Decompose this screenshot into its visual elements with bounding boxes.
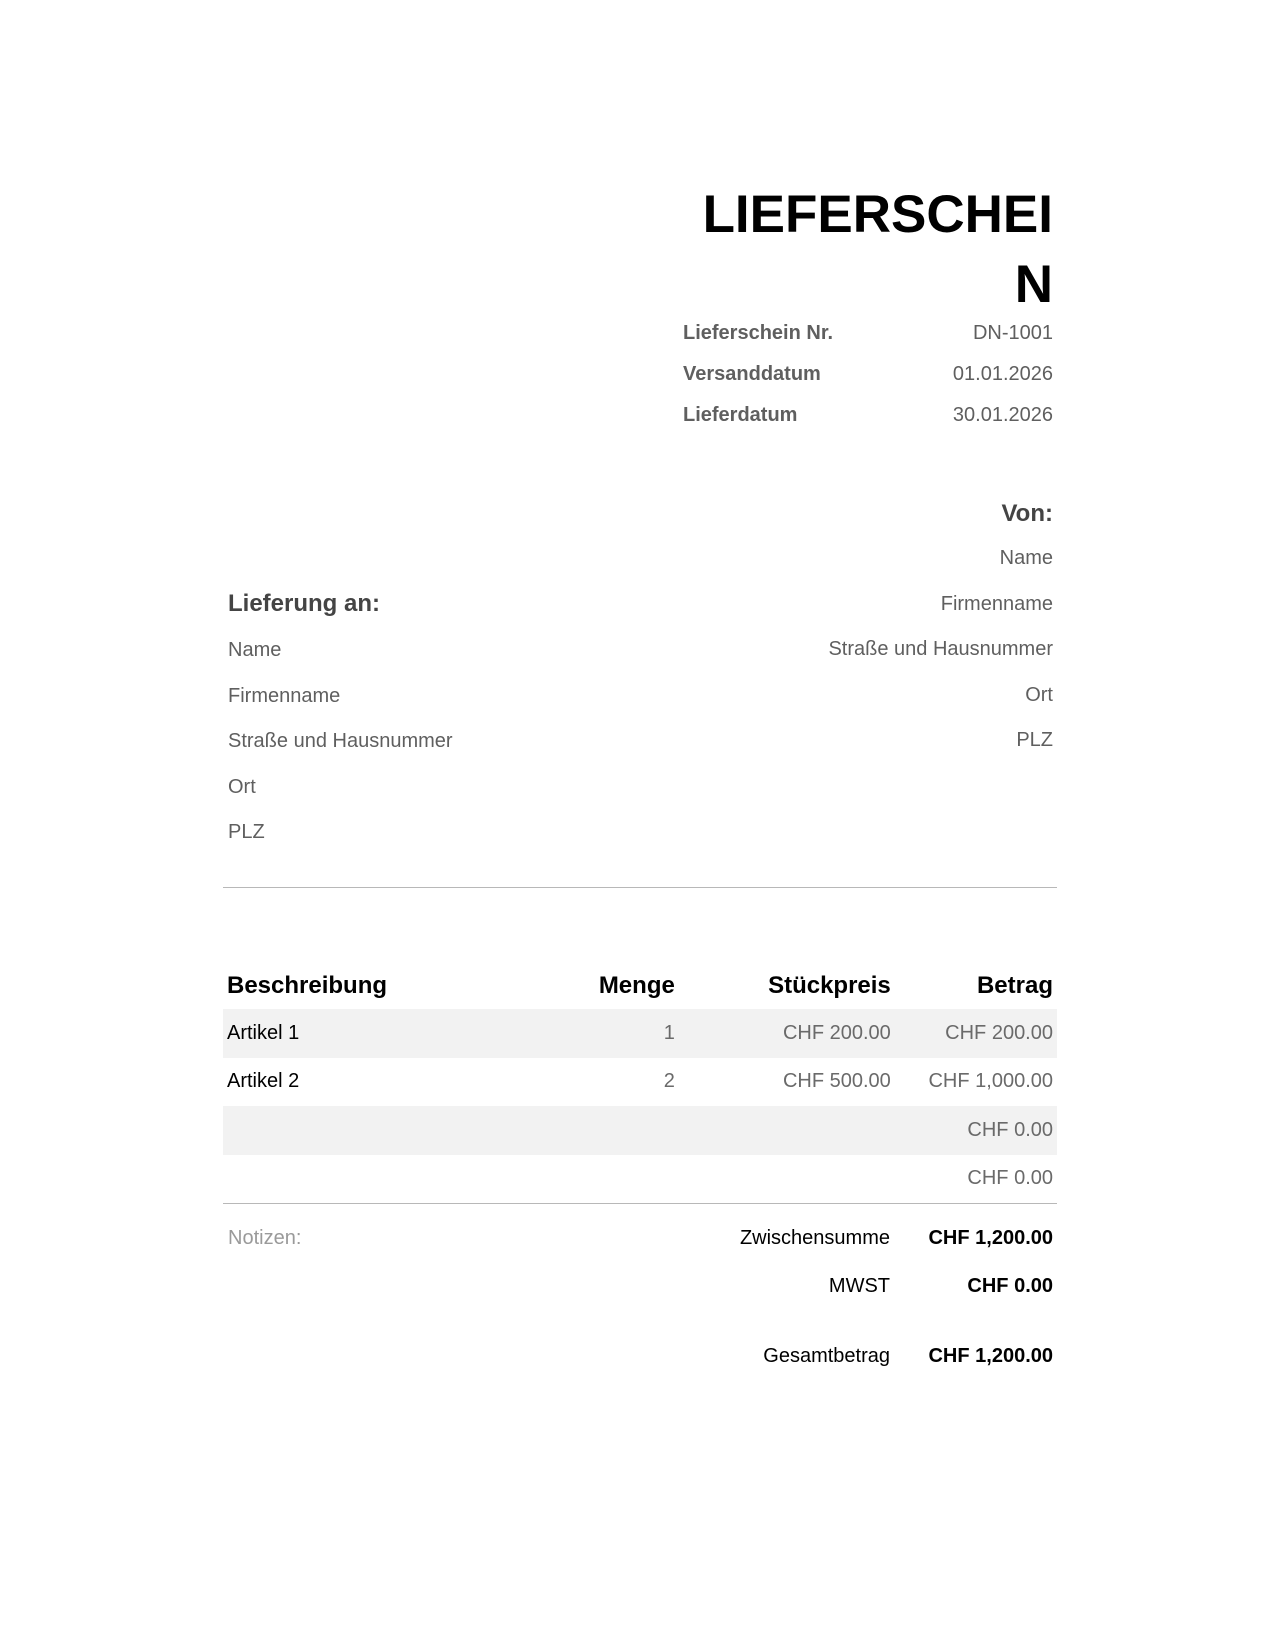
meta-row-ship-date [683, 363, 1053, 404]
tax-label: MWST [828, 1275, 890, 1297]
table-row [223, 1155, 1057, 1204]
column-header-unit-price: Stückpreis [768, 972, 891, 999]
sender-address [653, 500, 1053, 772]
sender-heading: Von: [1001, 500, 1053, 527]
cell-unit-price: CHF 200.00 [782, 1021, 891, 1044]
sender-postcode: PLZ [1016, 729, 1053, 751]
subtotal-value: CHF 1,200.00 [928, 1227, 1053, 1249]
recipient-city: Ort [228, 775, 256, 798]
cell-quantity: 1 [663, 1021, 675, 1044]
grand-total-label: Gesamtbetrag [763, 1345, 890, 1367]
meta-value: DN-1001 [972, 322, 1053, 344]
cell-unit-price: CHF 500.00 [782, 1070, 891, 1093]
cell-quantity: 2 [663, 1070, 675, 1093]
grand-total-value: CHF 1,200.00 [928, 1345, 1053, 1367]
cell-amount: CHF 1,000.00 [928, 1070, 1053, 1093]
meta-row-delivery-date [683, 404, 1053, 445]
sender-company: Firmenname [940, 592, 1053, 615]
recipient-company: Firmenname [228, 684, 341, 707]
cell-amount: CHF 0.00 [967, 1167, 1053, 1190]
cell-amount: CHF 0.00 [967, 1118, 1053, 1141]
document-title: LIEFERSCHEIN [702, 185, 1053, 314]
totals-block [553, 1227, 1053, 1393]
table-bottom-divider [223, 1203, 1057, 1204]
table-header-row [223, 963, 1057, 1009]
meta-row-number [683, 322, 1053, 363]
grand-total-row [553, 1345, 1053, 1393]
recipient-postcode: PLZ [228, 821, 265, 843]
recipient-heading: Lieferung an: [228, 590, 381, 617]
subtotal-label: Zwischensumme [739, 1227, 890, 1249]
document-meta [683, 322, 1053, 445]
meta-label: Lieferschein Nr. [683, 322, 834, 344]
sender-street: Straße und Hausnummer [828, 638, 1053, 660]
tax-value: CHF 0.00 [967, 1275, 1053, 1297]
meta-value: 01.01.2026 [952, 363, 1053, 385]
column-header-amount: Betrag [976, 972, 1053, 999]
meta-label: Versanddatum [683, 363, 821, 385]
cell-description: Artikel 1 [227, 1021, 300, 1044]
column-header-quantity: Menge [598, 972, 675, 999]
meta-value: 30.01.2026 [952, 404, 1053, 426]
table-row [223, 1058, 1057, 1107]
table-row [223, 1009, 1057, 1058]
recipient-street: Straße und Hausnummer [228, 730, 453, 752]
items-table [223, 963, 1057, 1203]
column-header-description: Beschreibung [227, 972, 388, 999]
delivery-note-page [223, 0, 1057, 1650]
section-divider [223, 887, 1057, 888]
notes-label: Notizen: [228, 1227, 302, 1249]
tax-row [553, 1275, 1053, 1323]
recipient-name: Name [228, 639, 282, 661]
cell-description: Artikel 2 [227, 1070, 300, 1093]
sender-city: Ort [1025, 683, 1053, 706]
subtotal-row [553, 1227, 1053, 1275]
table-row [223, 1106, 1057, 1155]
recipient-address [228, 590, 628, 864]
cell-amount: CHF 200.00 [945, 1021, 1053, 1044]
meta-label: Lieferdatum [683, 404, 798, 426]
sender-name: Name [999, 547, 1053, 569]
